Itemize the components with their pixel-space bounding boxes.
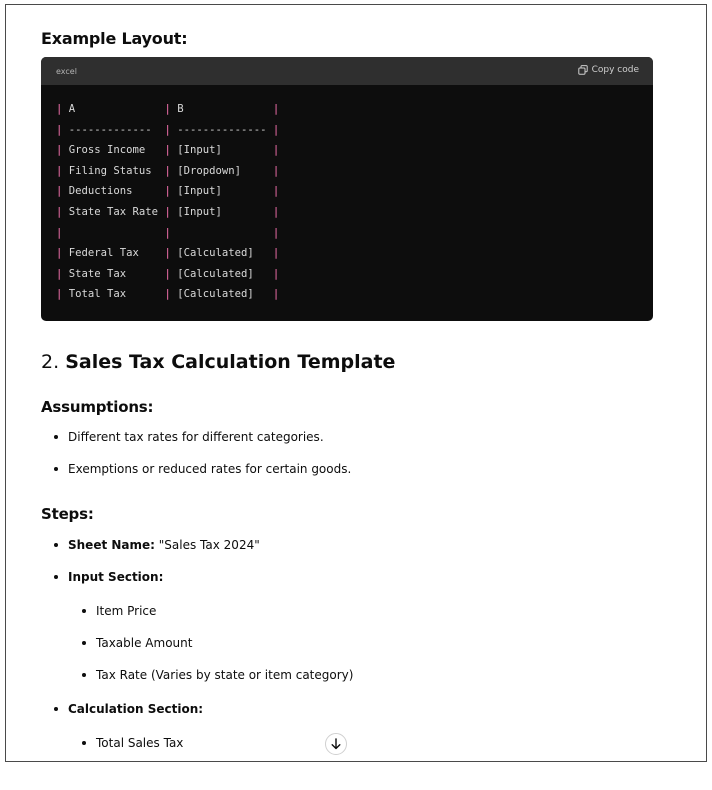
list-item — [68, 570, 163, 584]
assumption-text: Exemptions or reduced rates for certain goods. — [68, 462, 352, 476]
code-cell-b: -------------- — [170, 123, 273, 136]
code-pipe: | — [56, 144, 63, 157]
code-line — [56, 202, 279, 223]
code-block — [41, 57, 653, 321]
code-language-label: excel — [56, 67, 77, 76]
bullet — [82, 641, 86, 645]
code-pipe: | — [272, 185, 280, 198]
bullet — [54, 467, 58, 471]
code-pipe: | — [164, 267, 171, 280]
code-cell-a — [62, 227, 164, 239]
code-pipe: | — [272, 123, 280, 136]
code-cell-a: State Tax Rate — [62, 205, 165, 218]
code-pipe: | — [272, 247, 280, 260]
calculation-item-text: Total Sales Tax — [96, 736, 184, 750]
code-cell-b: B — [170, 103, 273, 115]
code-pipe: | — [164, 164, 171, 177]
code-pipe: | — [56, 205, 63, 218]
code-line — [56, 243, 279, 264]
code-pipe: | — [164, 205, 171, 218]
bullet — [54, 575, 58, 579]
code-pipe: | — [56, 267, 63, 280]
code-pipe: | — [56, 103, 63, 115]
code-pipe: | — [164, 247, 171, 260]
list-item — [96, 668, 353, 682]
code-pipe: | — [56, 123, 63, 136]
list-item — [96, 604, 156, 618]
code-pipe: | — [56, 247, 63, 260]
copy-icon — [578, 65, 588, 75]
code-pipe: | — [164, 144, 171, 157]
code-cell-a: State Tax — [62, 267, 165, 280]
code-cell-a: Deductions — [62, 185, 165, 198]
code-cell-a: Gross Income — [62, 144, 165, 157]
code-pipe: | — [272, 144, 280, 157]
scroll-to-bottom-button[interactable] — [325, 733, 347, 755]
section-title: Sales Tax Calculation Template — [65, 351, 396, 373]
example-layout-heading: Example Layout: — [41, 29, 188, 48]
copy-code-label: Copy code — [591, 65, 639, 75]
bullet — [82, 673, 86, 677]
code-pipe: | — [164, 123, 171, 136]
list-item — [68, 430, 324, 444]
code-pipe: | — [56, 185, 63, 198]
input-item-text: Tax Rate (Varies by state or item category) — [96, 668, 354, 682]
code-line — [56, 120, 279, 141]
code-cell-b: [Input] — [170, 185, 273, 198]
input-item-text: Taxable Amount — [96, 636, 193, 650]
list-item — [96, 736, 183, 750]
code-pipe: | — [272, 205, 280, 218]
sheet-name-label: Sheet Name: — [68, 538, 155, 552]
code-cell-b: [Dropdown] — [170, 164, 273, 177]
code-pipe: | — [56, 288, 63, 301]
code-pipe: | — [56, 226, 63, 239]
code-cell-b: [Calculated] — [170, 267, 273, 280]
code-cell-a: Total Tax — [62, 288, 165, 301]
code-line — [56, 264, 279, 285]
code-line — [56, 99, 279, 120]
arrow-down-icon — [331, 738, 341, 750]
bullet — [54, 707, 58, 711]
sheet-name-value: "Sales Tax 2024" — [154, 538, 260, 552]
code-pipe: | — [272, 267, 280, 280]
code-pipe: | — [164, 226, 171, 239]
list-item — [68, 538, 260, 552]
assumption-text: Different tax rates for different categories. — [68, 430, 324, 444]
code-pipe: | — [272, 226, 280, 239]
steps-heading: Steps: — [41, 505, 94, 523]
code-pipe: | — [272, 288, 280, 301]
code-cell-a: A — [62, 103, 165, 115]
bullet — [54, 435, 58, 439]
chat-message-frame — [5, 4, 707, 762]
code-line — [56, 223, 279, 244]
list-item — [68, 702, 203, 716]
code-cell-b — [171, 227, 273, 239]
code-pipe: | — [272, 103, 280, 115]
code-pipe: | — [56, 164, 63, 177]
section-heading — [41, 351, 395, 373]
code-block-header — [41, 57, 653, 85]
copy-code-button[interactable] — [578, 65, 639, 75]
code-cell-b: [Input] — [170, 205, 273, 218]
bullet — [82, 609, 86, 613]
code-cell-b: [Calculated] — [170, 247, 273, 260]
bullet — [82, 741, 86, 745]
code-cell-b: [Input] — [170, 144, 273, 157]
bullet — [54, 543, 58, 547]
code-pipe: | — [164, 288, 171, 301]
input-section-label: Input Section: — [68, 570, 164, 584]
code-content — [56, 99, 279, 305]
code-line — [56, 140, 279, 161]
code-pipe: | — [164, 103, 171, 115]
code-line — [56, 284, 279, 305]
section-number: 2. — [41, 351, 60, 373]
code-cell-a: Filing Status — [62, 164, 165, 177]
code-pipe: | — [272, 164, 280, 177]
code-line — [56, 161, 279, 182]
code-cell-a: ------------- — [62, 123, 165, 136]
assumptions-heading: Assumptions: — [41, 398, 154, 416]
input-item-text: Item Price — [96, 604, 157, 618]
code-pipe: | — [164, 185, 171, 198]
code-cell-a: Federal Tax — [62, 247, 165, 260]
list-item — [68, 462, 351, 476]
code-line — [56, 181, 279, 202]
list-item — [96, 636, 192, 650]
code-cell-b: [Calculated] — [170, 288, 273, 301]
calculation-section-label: Calculation Section: — [68, 702, 204, 716]
